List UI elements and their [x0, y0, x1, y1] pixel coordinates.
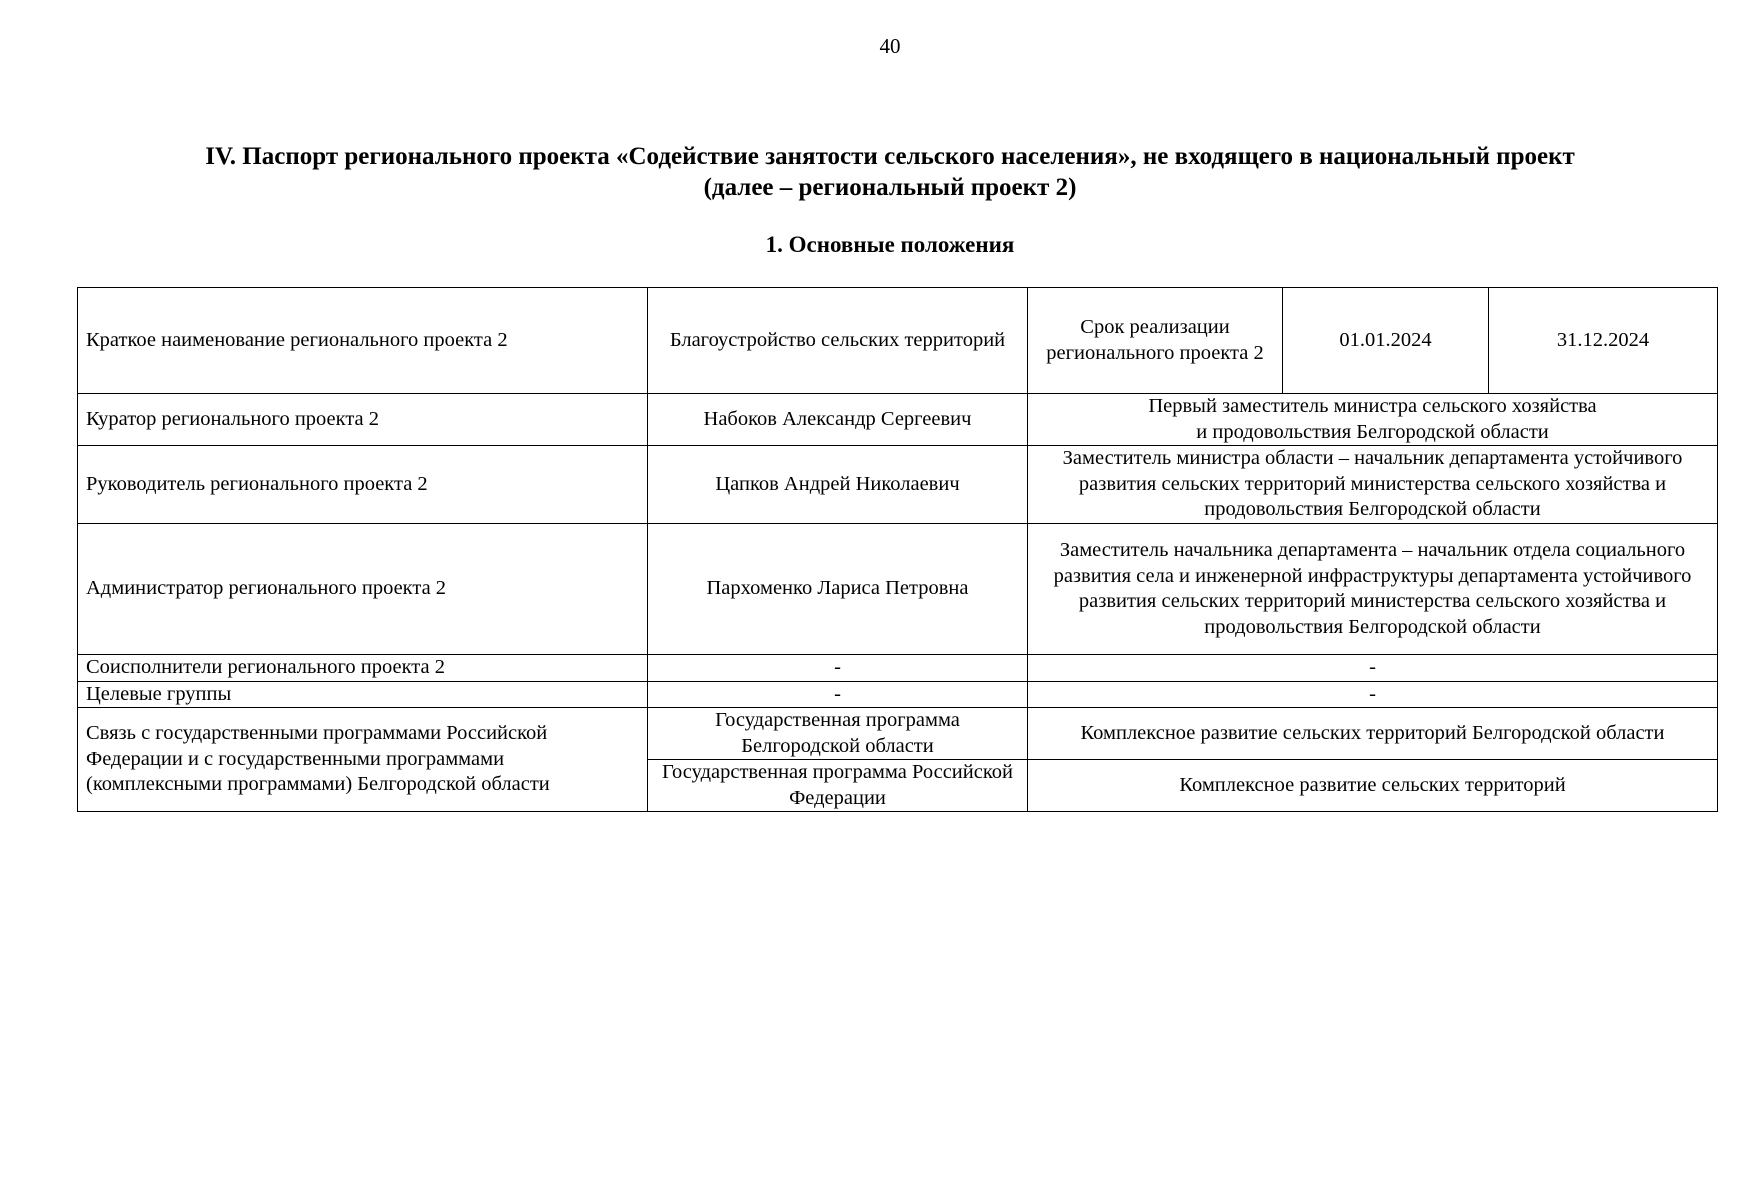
administrator-label: Администратор регионального проекта 2: [78, 524, 648, 655]
federal-program-type: Государственная программа Российской Федерации: [648, 760, 1028, 812]
curator-position-line-1: Первый заместитель министра сельского хозяйства: [1148, 395, 1597, 417]
section-title: [80, 141, 1700, 203]
curator-position: [1028, 394, 1718, 446]
short-name-label: Краткое наименование регионального проекта 2: [78, 288, 648, 394]
programs-label: Связь с государственными программами Российской Федерации и с государственными программами (комплексными программами) Белгородской области: [78, 708, 648, 812]
row-short-name: [78, 288, 1718, 394]
leader-name: Цапков Андрей Николаевич: [648, 446, 1028, 524]
curator-position-line-2: и продовольствия Белгородской области: [1196, 420, 1549, 443]
section-title-line-2: (далее – региональный проект 2): [703, 174, 1077, 201]
co-executors-name: -: [648, 655, 1028, 682]
administrator-name: Пархоменко Лариса Петровна: [648, 524, 1028, 655]
passport-table: [77, 287, 1718, 812]
administrator-position: Заместитель начальника департамента – начальник отдела социального развития села и инженерной инфраструктуры департамента устойчивого развития сельских территорий министерства сельского хозяйства и продовольствия Белгородской области: [1028, 524, 1718, 655]
period-end-date: 31.12.2024: [1489, 288, 1718, 394]
co-executors-position: -: [1028, 655, 1718, 682]
row-curator: [78, 394, 1718, 446]
row-leader: [78, 446, 1718, 524]
co-executors-label: Соисполнители регионального проекта 2: [78, 655, 648, 682]
subsection-title: 1. Основные положения: [765, 232, 1015, 257]
period-label: Срок реализации регионального проекта 2: [1028, 288, 1283, 394]
target-groups-name: -: [648, 681, 1028, 708]
row-target-groups: [78, 681, 1718, 708]
row-co-executors: [78, 655, 1718, 682]
curator-label: Куратор регионального проекта 2: [78, 394, 648, 446]
regional-program-name: Комплексное развитие сельских территорий Белгородской области: [1028, 708, 1718, 760]
leader-label: Руководитель регионального проекта 2: [78, 446, 648, 524]
page-number: 40: [879, 34, 901, 58]
section-title-line-1: IV. Паспорт регионального проекта «Содействие занятости сельского населения», не входящего в национальный проект: [205, 143, 1575, 170]
curator-name: Набоков Александр Сергеевич: [648, 394, 1028, 446]
short-name-value: Благоустройство сельских территорий: [648, 288, 1028, 394]
row-programs-regional: [78, 708, 1718, 760]
row-administrator: [78, 524, 1718, 655]
regional-program-type: Государственная программа Белгородской области: [648, 708, 1028, 760]
target-groups-label: Целевые группы: [78, 681, 648, 708]
target-groups-position: -: [1028, 681, 1718, 708]
leader-position: Заместитель министра области – начальник департамента устойчивого развития сельских территорий министерства сельского хозяйства и продовольствия Белгородской области: [1028, 446, 1718, 524]
federal-program-name: Комплексное развитие сельских территорий: [1028, 760, 1718, 812]
period-start-date: 01.01.2024: [1283, 288, 1489, 394]
